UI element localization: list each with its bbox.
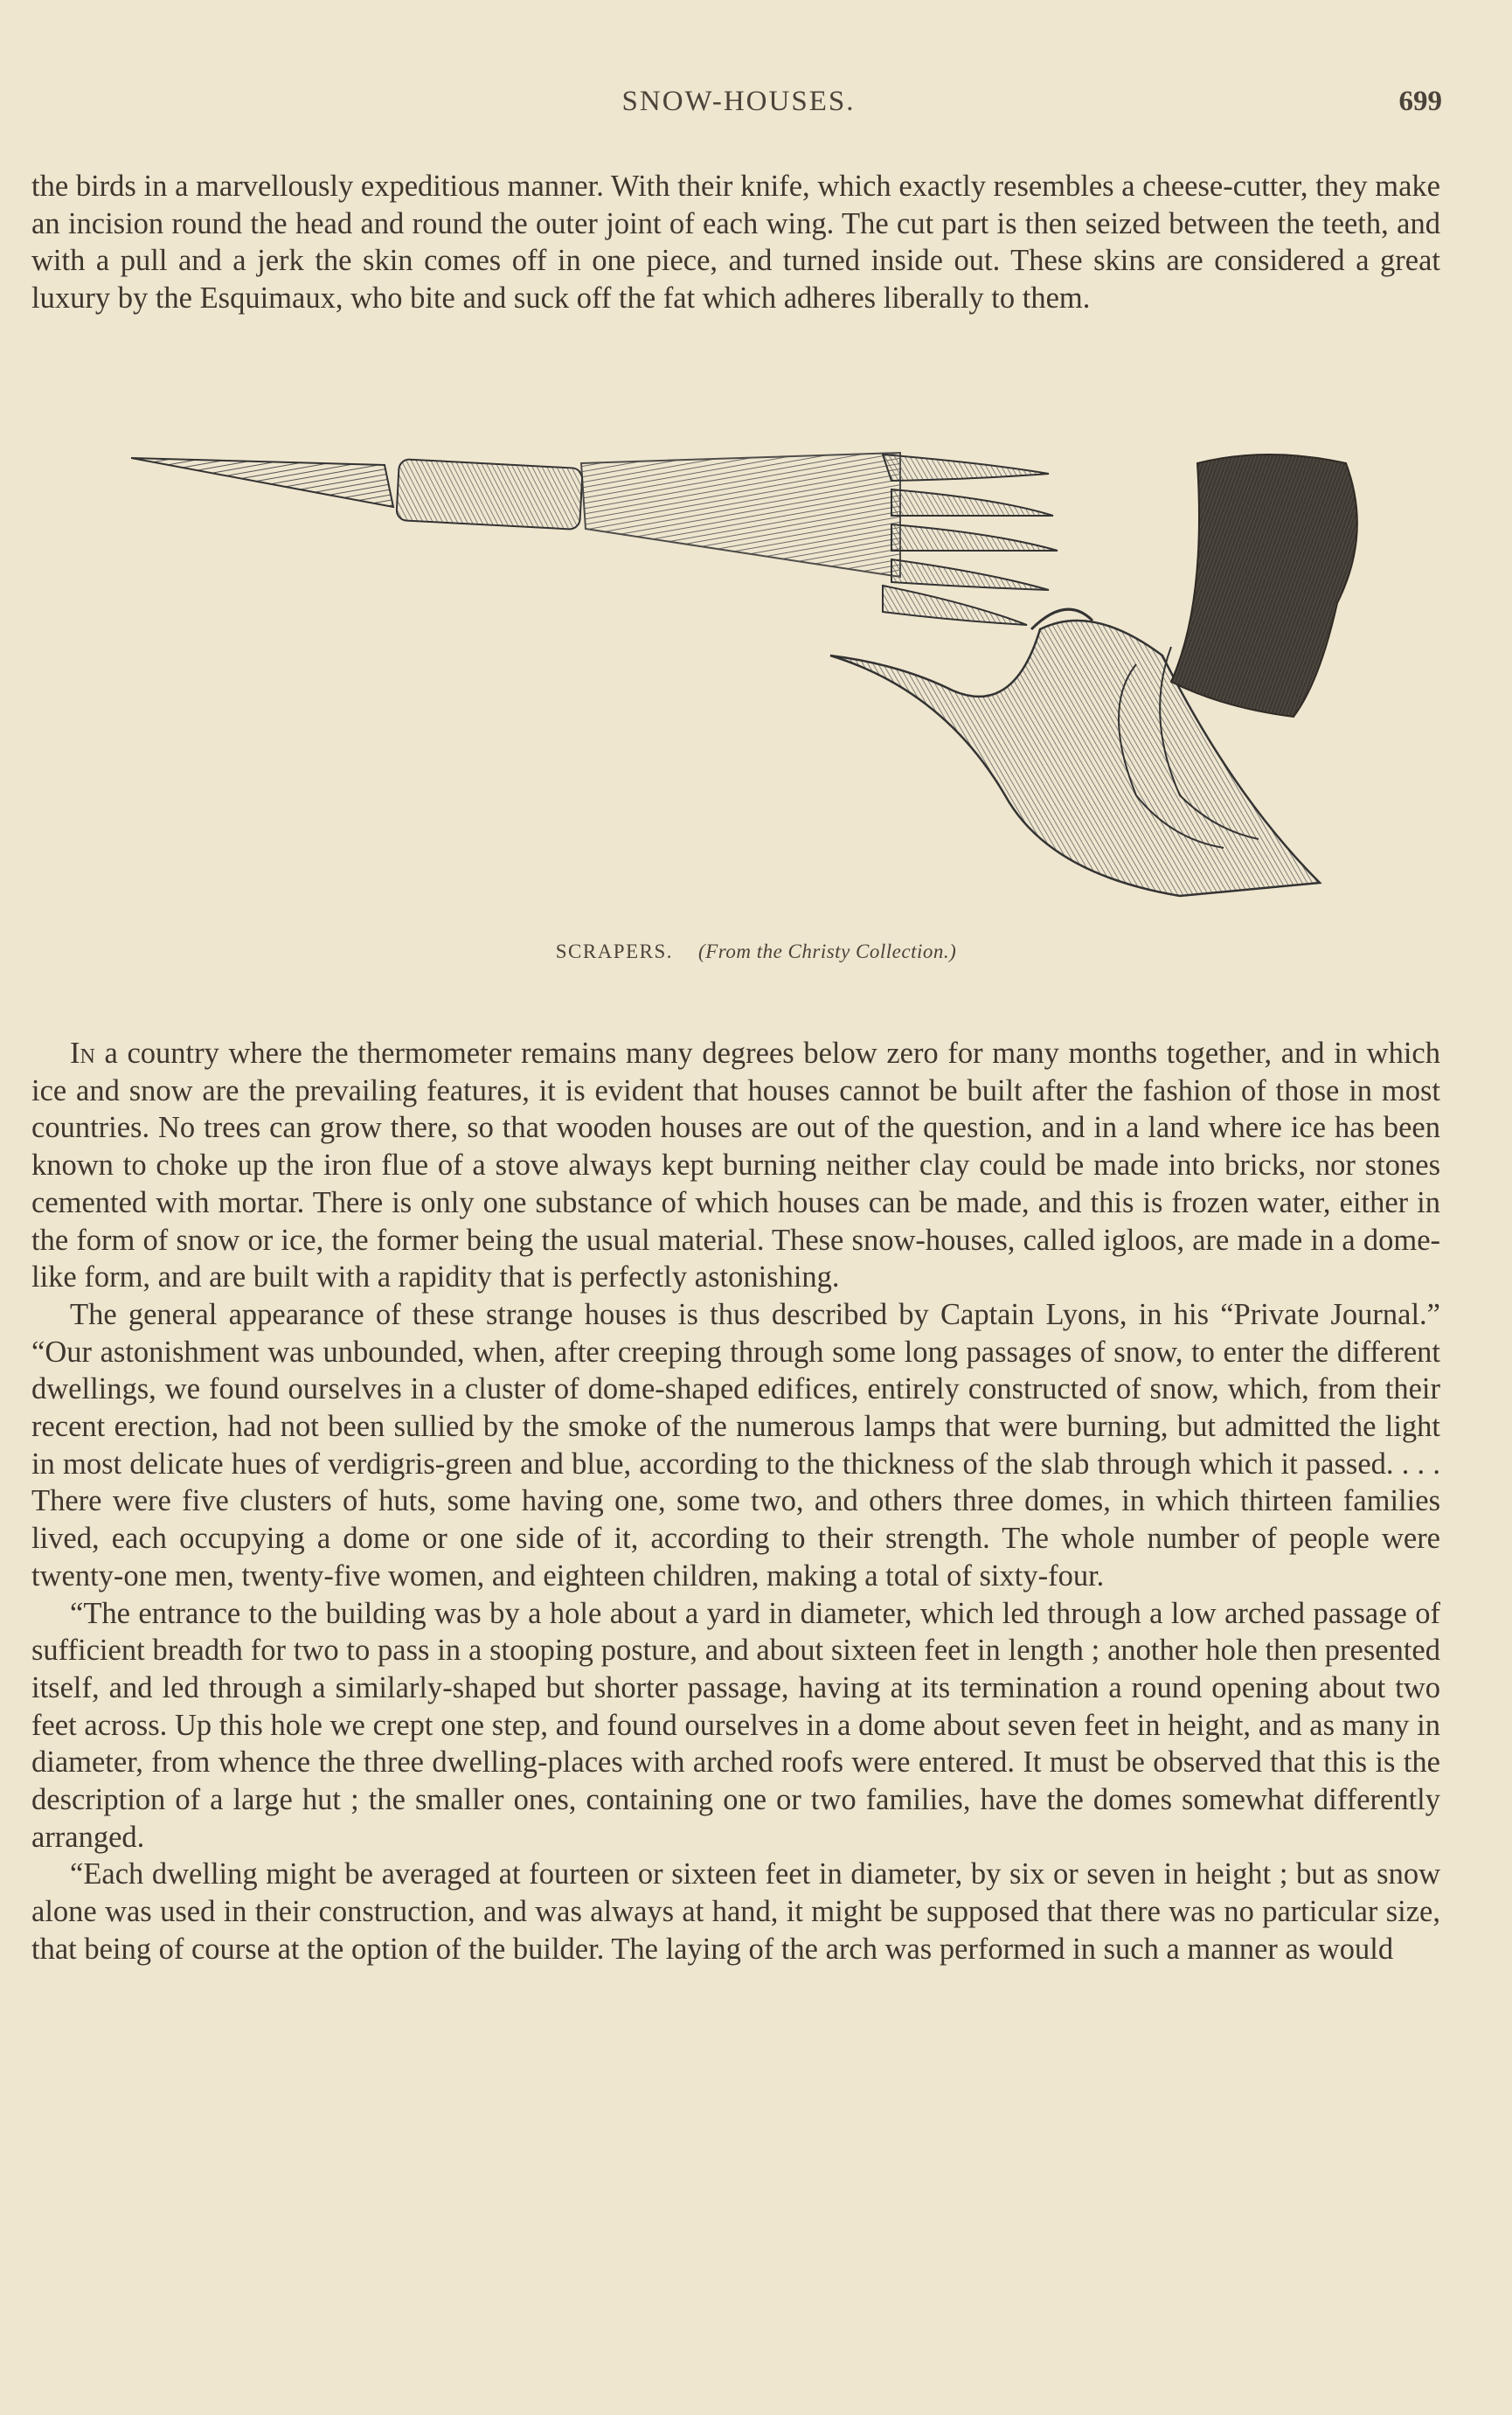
paragraph: “The entrance to the building was by a hole about a yard in diameter, which led through a low arched passage of sufficient breadth for two to pass in a stooping posture, and about sixteen feet in length ; another hole then presented itself, and led through a similarly-shaped but shorter passage, having at its termination a round opening about two feet across. Up this hole we crept one step, and found ourselves in a dome about seven feet in height, and as many in diameter, from whence the three dwelling-places with arched roofs were entered. It must be observed that this is the description of a large hut ; the smaller ones, containing one or two families, have the domes somewhat differently arranged. xyxy=(31,1596,1440,1854)
page-number: 699 xyxy=(1398,86,1442,117)
paragraph-text: a country where the thermometer remains many degrees below zero for many months together, and in which ice and snow are the prevailing features, it is evident that houses cannot be built after the fashion of those in most countries. No trees can grow there, so that wooden houses are out of the question, and in a land where ice has been known to choke up the iron flue of a stove always kept burning neither clay could be made into bricks, nor stones cemented with mortar. There is only one substance of which houses can be made, and this is frozen water, either in the form of snow or ice, the former being the usual material. These snow-houses, called igloos, are made in a dome-like form, and are built with a rapidity that is perfectly astonishing. xyxy=(31,1037,1440,1294)
paragraph: “Each dwelling might be averaged at fourteen or sixteen feet in diameter, by six or seven in height ; but as snow alone was used in their construction, and was always at hand, it might be supposed that there was no particular size, that being of course at the option of the builder. The laying of the arch was performed in such a manner as would xyxy=(31,1857,1440,1966)
scrapers-illustration xyxy=(131,428,1381,935)
page-header xyxy=(35,86,1442,138)
paragraph: The general appearance of these strange houses is thus described by Captain Lyons, in his “Private Journal.” “Our astonishment was unbounded, when, after creeping through some long passages of snow, to enter the different dwellings, we found ourselves in a cluster of dome-shaped edifices, entirely constructed of snow, which, from their recent erection, had not been sullied by the smoke of the numerous lamps that were burning, but admitted the light in most delicate hues of verdigris-green and blue, according to the thickness of the slab through which it passed. . . . There were five clusters of huts, some having one, some two, and others three domes, in which thirteen families lived, each occupying a dome or one side of it, according to their strength. The whole number of people were twenty-one men, twenty-five women, and eighteen children, making a total of sixty-four. xyxy=(31,1297,1440,1593)
main-body-text xyxy=(31,1035,1440,1968)
figure-caption xyxy=(0,940,1512,963)
drop-cap: In xyxy=(70,1037,95,1070)
scrapers-engraving xyxy=(131,428,1381,935)
paragraph: the birds in a marvellously expeditious manner. With their knife, which exactly resembles a cheese-cutter, they make an incision round the head and round the outer joint of each wing. The cut part is then seized between the teeth, and with a pull and a jerk the skin comes off in one piece, and turned inside out. These skins are considered a great luxury by the Esquimaux, who bite and suck off the fat which adheres liberally to them. xyxy=(31,170,1440,316)
caption-note: (From the Christy Collection.) xyxy=(698,940,957,962)
claw-scraper-drawing xyxy=(131,453,1058,625)
curved-scraper-drawing xyxy=(830,455,1357,896)
paragraph xyxy=(31,1035,1440,1296)
caption-label: SCRAPERS. xyxy=(555,940,674,962)
running-title: SNOW-HOUSES. xyxy=(621,86,856,117)
opening-paragraph-block xyxy=(31,168,1440,317)
